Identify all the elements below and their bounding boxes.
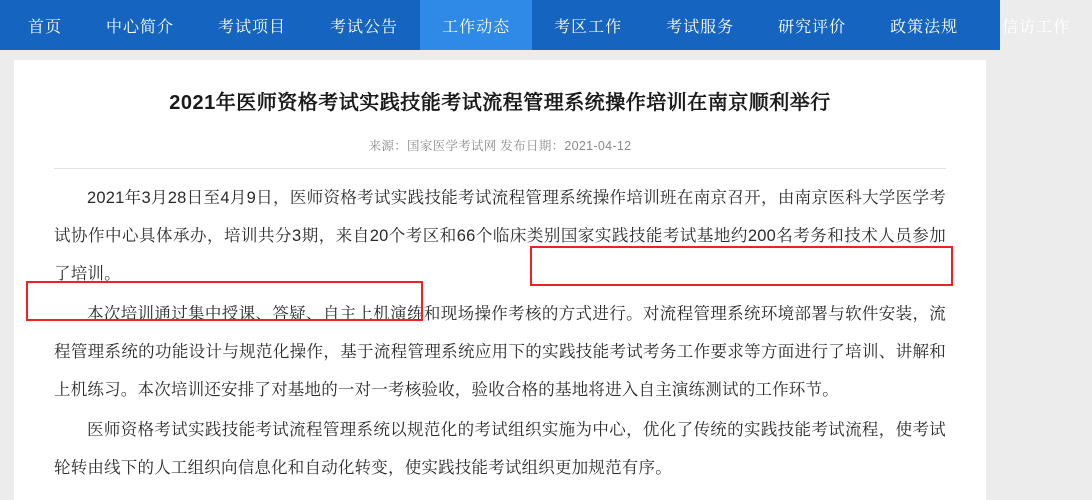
nav-item-work-updates[interactable]: 工作动态	[420, 0, 532, 50]
nav-item-center-intro[interactable]: 中心简介	[106, 18, 175, 36]
nav-item-home[interactable]: 首页	[28, 18, 63, 36]
nav-item-research-evaluation[interactable]: 研究评价	[778, 18, 847, 36]
article-body	[54, 179, 946, 487]
nav-item-exam-announcements[interactable]: 考试公告	[330, 18, 399, 36]
paragraph: 医师资格考试实践技能考试流程管理系统以规范化的考试组织实施为中心，优化了传统的实践技能考试流程，使考试轮转由线下的人工组织向信息化和自动化转变，使实践技能考试组织更加规范有序。	[54, 421, 946, 477]
article-card	[14, 60, 986, 500]
main-navigation	[0, 0, 1071, 50]
nav-item-petition-work[interactable]: 信访工作	[1002, 18, 1071, 36]
page-content	[0, 50, 1000, 500]
nav-item-exam-projects[interactable]: 考试项目	[218, 18, 287, 36]
paragraph: 2021年3月28日至4月9日，医师资格考试实践技能考试流程管理系统操作培训班在南京召开，由南京医科大学医学考试协作中心具体承办，培训共分3期，来自20个考区和66个临床类别国家实践技能考试基地约200名考务和技术人员参加了培训。	[54, 189, 946, 283]
divider	[54, 168, 946, 169]
nav-item-district-work[interactable]: 考区工作	[554, 18, 623, 36]
page-title: 2021年医师资格考试实践技能考试流程管理系统操作培训在南京顺利举行	[169, 92, 831, 114]
nav-item-policies-regulations[interactable]: 政策法规	[890, 18, 959, 36]
article-meta: 来源：国家医学考试网 发布日期：2021-04-12	[368, 139, 632, 153]
nav-item-exam-services[interactable]: 考试服务	[666, 18, 735, 36]
paragraph: 本次培训通过集中授课、答疑、自主上机演练和现场操作考核的方式进行。对流程管理系统环境部署与软件安装，流程管理系统的功能设计与规范化操作，基于流程管理系统应用下的实践技能考试考务工作要求等方面进行了培训、讲解和上机练习。本次培训还安排了对基地的一对一考核验收，验收合格的基地将进入自主演练测试的工作环节。	[54, 305, 946, 399]
